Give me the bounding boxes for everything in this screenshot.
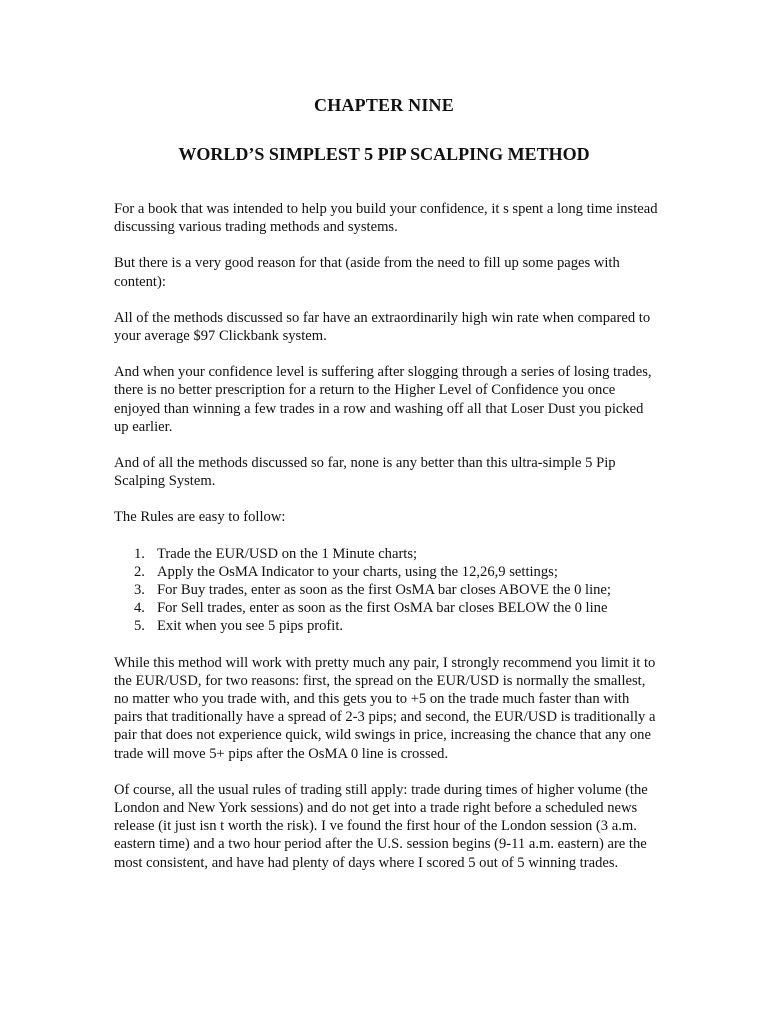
rules-list (114, 545, 658, 636)
rule-text: For Buy trades, enter as soon as the first OsMA bar closes ABOVE the 0 line; (157, 582, 611, 599)
rule-number: 2. (134, 563, 145, 580)
chapter-heading: CHAPTER NINE (314, 95, 454, 115)
paragraph: And of all the methods discussed so far, none is any better than this ultra-simple 5 Pip Scalping System. (114, 455, 616, 490)
paragraph: But there is a very good reason for that (aside from the need to fill up some pages with content): (114, 255, 620, 290)
chapter-title: WORLD’S SIMPLEST 5 PIP SCALPING METHOD (178, 144, 590, 164)
rule-item (114, 581, 658, 599)
paragraph: All of the methods discussed so far have an extraordinarily high win rate when compared to your average $97 Clickbank system. (114, 309, 651, 345)
rule-item (114, 617, 658, 635)
paragraph: The Rules are easy to follow: (114, 509, 286, 526)
rule-number: 5. (134, 618, 145, 635)
rule-item (114, 545, 658, 563)
rule-number: 4. (134, 600, 145, 617)
rule-number: 1. (134, 545, 145, 562)
rule-item (114, 563, 658, 581)
paragraph: And when your confidence level is suffering after slogging through a series of losing trades, there is no better prescription for a return to the Higher Level of Confidence you once enjoyed than winning a few trades in a row and washing off all that Loser Dust you picked up earlier. (114, 364, 652, 435)
paragraph: Of course, all the usual rules of trading still apply: trade during times of higher volume (the London and New York sessions) and do not get into a trade right before a scheduled news release (it just isn t worth the risk). I ve found the first hour of the London session (3 a.m. eastern time) and a two hour period after the U.S. session begins (9-11 a.m. eastern) are the most consistent, and have had plenty of days where I scored 5 out of 5 winning trades. (114, 781, 648, 871)
rule-text: Apply the OsMA Indicator to your charts, using the 12,26,9 settings; (157, 563, 558, 580)
paragraph: While this method will work with pretty much any pair, I strongly recommend you limit it to the EUR/USD, for two reasons: first, the spread on the EUR/USD is normally the smallest, no matter who you trade with, and this gets you to +5 on the trade much faster than with pairs that traditionally have a spread of 2-3 pips; and second, the EUR/USD is traditionally a pair that does not experience quick, wild swings in price, increasing the chance that any one trade will move 5+ pips after the OsMA 0 line is crossed. (114, 654, 656, 762)
rule-item (114, 599, 658, 617)
rule-text: Trade the EUR/USD on the 1 Minute charts; (157, 545, 418, 562)
rule-number: 3. (134, 582, 145, 599)
rule-text: Exit when you see 5 pips profit. (157, 618, 344, 635)
rule-text: For Sell trades, enter as soon as the first OsMA bar closes BELOW the 0 line (157, 600, 608, 617)
chapter-body (114, 200, 658, 890)
paragraph: For a book that was intended to help you build your confidence, it s spent a long time instead discussing various trading methods and systems. (114, 201, 658, 236)
